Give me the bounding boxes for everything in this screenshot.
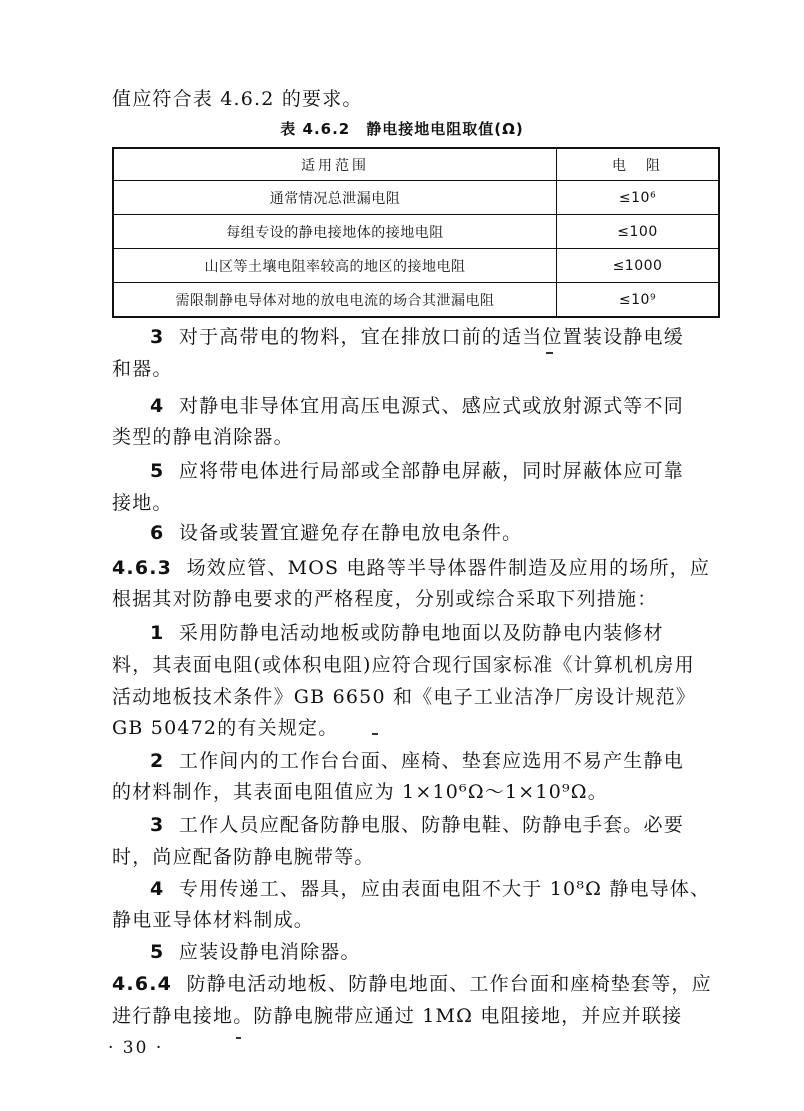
item-line xyxy=(150,748,684,774)
table-row xyxy=(113,283,719,318)
item-number: 2 xyxy=(150,750,165,772)
table-caption: 表 4.6.2 静电接地电阻取值(Ω) xyxy=(280,120,524,138)
section-continuation: 根据其对防静电要求的严格程度，分别或综合采取下列措施： xyxy=(112,588,658,610)
intro-line: 值应符合表 4.6.2 的要求。 xyxy=(112,88,363,110)
table-cell-scope: 需限制静电导体对地的放电电流的场合其泄漏电阻 xyxy=(113,283,557,318)
table-row xyxy=(113,249,719,283)
item-text: 采用防静电活动地板或防静电地面以及防静电内装修材 xyxy=(178,622,664,644)
item-continuation: 类型的静电消除器。 xyxy=(112,426,294,448)
item-line xyxy=(150,876,710,902)
item-continuation: 的材料制作，其表面电阻值应为 1×10⁶Ω～1×10⁹Ω。 xyxy=(112,781,608,803)
item-text: 专用传递工、器具，应由表面电阻不大于 10⁸Ω 静电导体、 xyxy=(178,878,711,900)
table-cell-resistance: ≤10⁹ xyxy=(557,283,719,318)
table-cell-scope: 通常情况总泄漏电阻 xyxy=(113,181,557,215)
table-header-resistance: 电 阻 xyxy=(557,148,719,181)
item-text: 应将带电体进行局部或全部静电屏蔽，同时屏蔽体应可靠 xyxy=(178,460,684,482)
item-line xyxy=(150,620,664,646)
item-text: 应装设静电消除器。 xyxy=(178,941,361,963)
resistance-table xyxy=(112,147,720,318)
item-continuation: 和器。 xyxy=(112,358,173,380)
item-continuation: 静电亚导体材料制成。 xyxy=(112,909,315,931)
section-continuation: 进行静电接地。防静电腕带应通过 1MΩ 电阻接地，并应并联接 xyxy=(112,1005,683,1027)
item-number: 4 xyxy=(150,395,165,417)
item-text: 对于高带电的物料，宜在排放口前的适当位置装设静电缓 xyxy=(178,326,684,348)
table-cell-scope: 山区等土壤电阻率较高的地区的接地电阻 xyxy=(113,249,557,283)
table-row xyxy=(113,181,719,215)
item-text: 设备或装置宜避免存在静电放电条件。 xyxy=(178,522,523,544)
table-row xyxy=(113,215,719,249)
section-number: 4.6.4 xyxy=(112,973,173,995)
section-heading-line xyxy=(112,555,710,581)
item-line xyxy=(150,393,684,419)
item-continuation: 活动地板技术条件》GB 6650 和《电子工业洁净厂房设计规范》 xyxy=(112,686,696,708)
item-number: 4 xyxy=(150,878,165,900)
table-cell-resistance: ≤10⁶ xyxy=(557,181,719,215)
item-continuation: GB 50472的有关规定。 xyxy=(112,717,339,739)
item-continuation: 料，其表面电阻(或体积电阻)应符合现行国家标准《计算机机房用 xyxy=(112,654,695,676)
item-continuation: 接地。 xyxy=(112,492,173,514)
item-line xyxy=(150,324,684,350)
item-number: 3 xyxy=(150,814,165,836)
section-text: 场效应管、MOS 电路等半导体器件制造及应用的场所，应 xyxy=(186,557,711,579)
section-text: 防静电活动地板、防静电地面、工作台面和座椅垫套等，应 xyxy=(186,973,712,995)
item-text: 工作人员应配备防静电服、防静电鞋、防静电手套。必要 xyxy=(178,814,684,836)
table-cell-scope: 每组专设的静电接地体的接地电阻 xyxy=(113,215,557,249)
table-cell-resistance: ≤1000 xyxy=(557,249,719,283)
item-line xyxy=(150,939,361,965)
table-header-scope: 适用范围 xyxy=(113,148,557,181)
scan-speck xyxy=(236,1037,241,1039)
item-number: 3 xyxy=(150,326,165,348)
section-number: 4.6.3 xyxy=(112,557,173,579)
item-text: 工作间内的工作台台面、座椅、垫套应选用不易产生静电 xyxy=(178,750,684,772)
item-number: 6 xyxy=(150,522,165,544)
item-line xyxy=(150,458,684,484)
table-header-row xyxy=(113,148,719,181)
item-text: 对静电非导体宜用高压电源式、感应式或放射源式等不同 xyxy=(178,395,684,417)
item-number: 5 xyxy=(150,460,165,482)
item-continuation: 时，尚应配备防静电腕带等。 xyxy=(112,846,375,868)
page-number: · 30 · xyxy=(108,1038,164,1058)
item-line xyxy=(150,520,522,546)
section-heading-line xyxy=(112,971,712,997)
scan-speck xyxy=(546,352,553,354)
scan-speck xyxy=(372,733,378,735)
item-number: 1 xyxy=(150,622,165,644)
item-number: 5 xyxy=(150,941,165,963)
item-line xyxy=(150,812,684,838)
table-cell-resistance: ≤100 xyxy=(557,215,719,249)
